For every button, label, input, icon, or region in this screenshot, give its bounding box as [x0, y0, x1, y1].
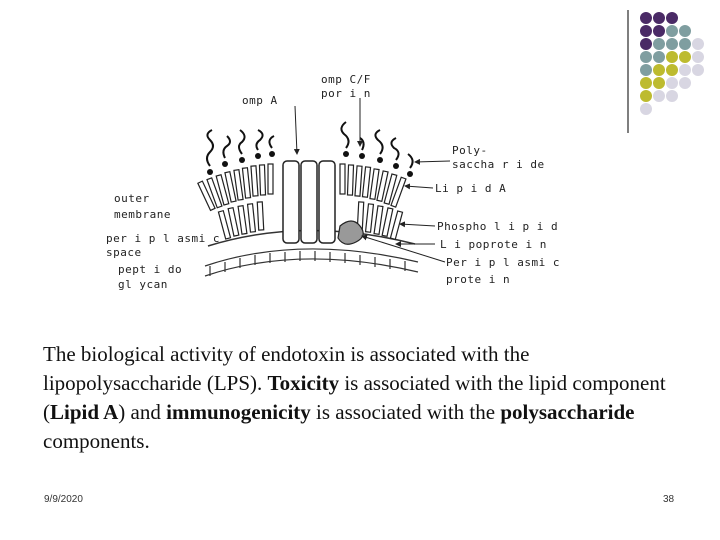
dot-olive	[653, 77, 665, 89]
dot-teal	[679, 38, 691, 50]
label-periplasmic-protein-line1: Per i p l asmi c	[446, 256, 560, 269]
body-text-immunogenicity: immunogenicity	[166, 400, 311, 424]
dot-purple	[640, 38, 652, 50]
slide-page-number: 38	[663, 494, 675, 505]
dot-purple	[640, 25, 652, 37]
label-lipoprotein: L i poprote i n	[440, 238, 547, 251]
body-text-part: is associated with the	[310, 400, 501, 424]
body-text-part: is associated with the lipid component (	[43, 371, 666, 424]
body-text-part: The biological activity of endotoxin is associated with the lipopolysaccharide (LPS).	[43, 342, 530, 395]
label-omp-cf-line2: por i n	[321, 87, 371, 100]
label-omp-cf-line1: omp C/F	[321, 73, 371, 86]
dot-row-2	[640, 25, 691, 37]
dot-purple	[640, 12, 652, 24]
dot-lavender	[653, 90, 665, 102]
label-phospholipid: Phospho l i p i d	[437, 220, 559, 233]
label-peptidoglycan-line2: gl ycan	[118, 278, 168, 291]
label-outer-membrane-line2: membrane	[114, 208, 171, 221]
label-periplasmic-space-line1: per i p l asmi c	[106, 232, 220, 245]
dot-olive	[653, 64, 665, 76]
body-text-part: ) and	[118, 400, 167, 424]
body-text-lipid-a: Lipid A	[50, 400, 119, 424]
body-text-part: components.	[43, 429, 150, 453]
dot-lavender	[640, 103, 652, 115]
dot-lavender	[679, 77, 691, 89]
peptidoglycan-layer	[205, 249, 418, 276]
body-text-toxicity: Toxicity	[267, 371, 340, 395]
dot-teal	[653, 51, 665, 63]
dot-row-7	[640, 90, 678, 102]
dot-teal	[679, 25, 691, 37]
dot-teal	[666, 25, 678, 37]
decorative-vertical-line	[627, 10, 629, 133]
label-polysaccharide-line1: Poly-	[452, 144, 488, 157]
dot-teal	[653, 38, 665, 50]
dot-lavender	[692, 38, 704, 50]
label-polysaccharide-line2: saccha r i de	[452, 158, 545, 171]
label-periplasmic-protein-line2: prote i n	[446, 273, 511, 286]
dot-teal	[640, 51, 652, 63]
dot-lavender	[692, 64, 704, 76]
dot-lavender	[679, 64, 691, 76]
dot-purple	[653, 12, 665, 24]
dot-row-3	[640, 38, 704, 50]
dot-row-1	[640, 12, 678, 24]
dot-lavender	[666, 77, 678, 89]
dot-olive	[679, 51, 691, 63]
body-text-polysaccharide: polysaccharide	[500, 400, 635, 424]
label-periplasmic-space-line2: space	[106, 246, 142, 259]
outer-membrane-lower-left	[218, 202, 263, 239]
dot-lavender	[692, 51, 704, 63]
dot-lavender	[666, 90, 678, 102]
outer-membrane-right	[340, 164, 406, 207]
dot-olive	[640, 77, 652, 89]
cell-envelope-diagram	[100, 66, 560, 300]
label-peptidoglycan-line1: pept i do	[118, 263, 183, 276]
label-omp-a: omp A	[242, 94, 278, 107]
dot-row-5	[640, 64, 704, 76]
dot-teal	[666, 38, 678, 50]
slide-body-text	[43, 340, 683, 456]
dot-olive	[666, 51, 678, 63]
dot-purple	[666, 12, 678, 24]
dot-olive	[666, 64, 678, 76]
dot-olive	[640, 90, 652, 102]
slide-date: 9/9/2020	[44, 494, 83, 505]
porin-channel	[283, 161, 335, 243]
dot-row-4	[640, 51, 704, 63]
dot-row-8	[640, 103, 652, 115]
dot-purple	[653, 25, 665, 37]
label-lipid-a: Li p i d A	[435, 182, 507, 195]
decorative-dot-grid	[616, 0, 720, 140]
dot-teal	[640, 64, 652, 76]
periplasmic-protein-blob	[338, 221, 363, 244]
dot-row-6	[640, 77, 691, 89]
label-outer-membrane-line1: outer	[114, 192, 150, 205]
